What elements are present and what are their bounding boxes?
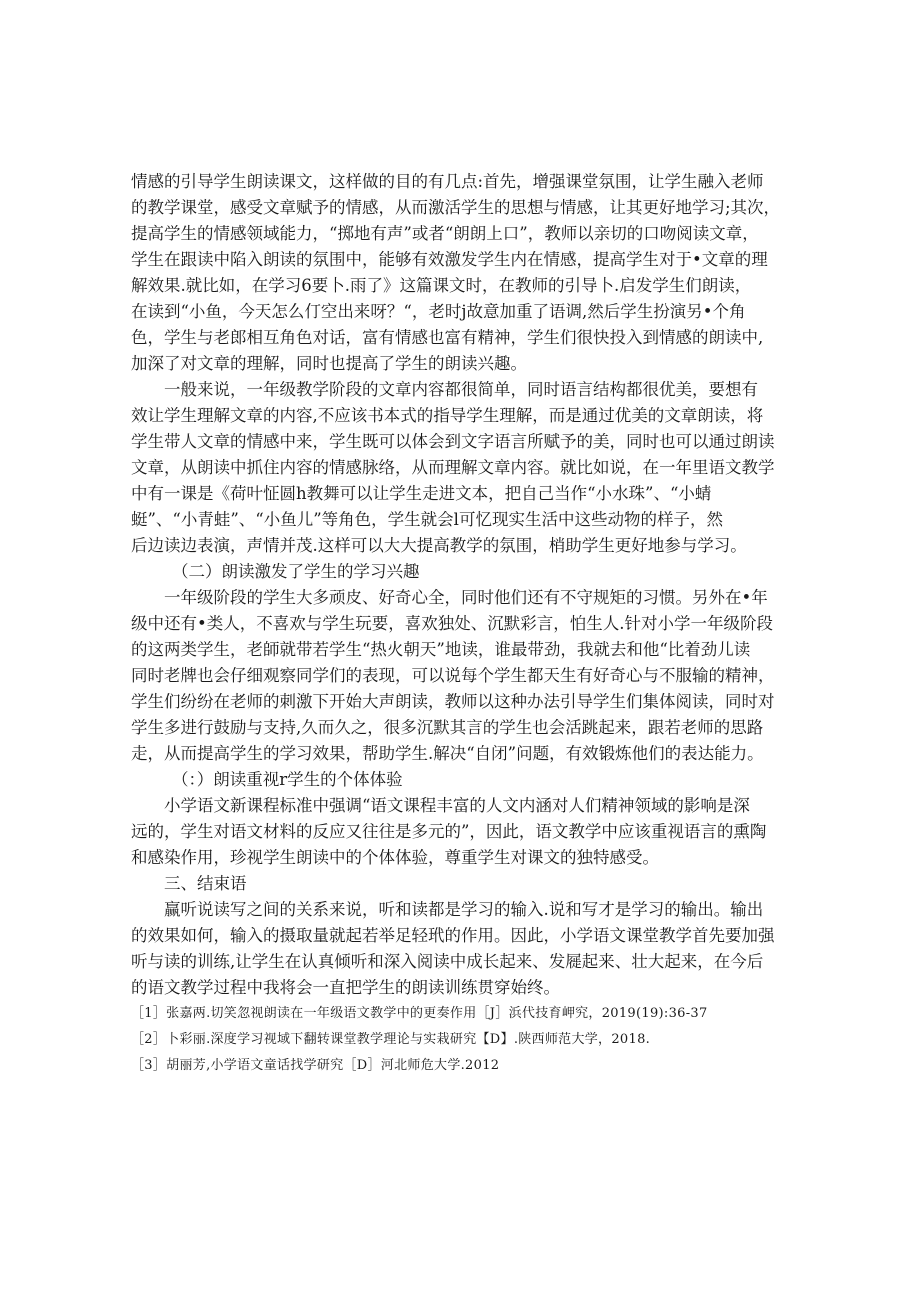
paragraph-start: 一般来说，一年级教学阶段的文章内容都很简单，同时语言结构都很优美，要想有 [164,380,758,399]
text-line: 的效果如何，输入的摄取量就起若举足轻玳的作用。因此，小学语文课堂教学首先要加强 [131,926,775,945]
text-line: 色，学生与老郎相互角色对话，富有情感也富有精神，学生们很快投入到情感的朗读中, [131,328,764,347]
text-line: 解效果.就比如，在学习6要卜.雨了》这篇课文时，在教师的引导卜.启发学生们朗读， [131,276,752,295]
reference-item: ［1］张嘉两.切笑忽视朗读在一年级语文教学中的更奏作用［J］浜代技育岬究，2019(19):36-37 [131,1006,708,1021]
text-line: 学生在跟读中陷入朗读的氛围中，能够有效激发学生内在情感，提高学生对于•文章的理 [131,250,768,269]
reference-item: ［2］卜彩丽.深度学习视域下翻转课堂教学理论与实栽研究【D】.陕西师范大学，2018. [131,1032,651,1047]
text-line: 同时老牌也会仔细观察同学们的表现，可以说每个学生都天生有好奇心与不服输的精神， [131,666,775,685]
text-line: 的这两类学生，老師就带若学生“热火朝天”地读，谁最带劲，我就去和他“比着劲儿读 [131,640,751,659]
text-line: 情感的引导学生朗读课文，这样做的目的有几点:首先，增强课堂氛围，让学生融入老师 [131,172,764,191]
text-line: 学生多进行鼓励与支持,久而久之，很多沉默其言的学生也会活跳起来，跟若老师的思路 [131,718,764,737]
text-line: 文章，从朗读中抓住内容的情感脉络，从而理解文章内容。就比如说，在一年里语文教学 [131,458,775,477]
text-line: 效让学生理解文章的内容,不应该书本式的指导学生理解，而是通过优美的文章朗读，将 [131,406,764,425]
paragraph-start: 小学语文新课程标准中强调“语文课程丰富的人文内涵对人们精神领域的影响是深 [164,796,750,815]
section-heading: 三、结束语 [164,874,247,893]
section-heading: （二）朗读激发了学生的学习兴趣 [172,562,420,581]
text-line: 级中还有•类人，不喜欢与学生玩要，喜欢独处、沉默彩言，怕生人.针对小学一年级阶段 [131,614,773,633]
text-line: 的语文教学过程中我将会一直把学生的朗读训练贯穿始终。 [131,978,560,997]
text-line: 走，从而提高学生的学习效果，帮助学生.解决“自闭”问题，有效锻炼他们的表达能力。 [131,744,764,763]
text-line: 的教学课堂，感受文章赋予的情感，从而激活学生的思想与情感，让其更好地学习;其次， [131,198,781,217]
text-line: 中有一课是《荷叶怔圆h教舞可以让学生走进文本，把自己当作“小水珠”、“小蜻 [131,484,712,503]
text-line: 听与读的训练,让学生在认真倾听和深入阅读中成长起来、发屣起来、壮大起来，在今后 [131,952,764,971]
text-line: 学生们纷纷在老师的刺激下开始大声朗读，教师以这种办法引导学生们集体阅读，同时对 [131,692,775,711]
text-line: 学生带人文章的情感中来，学生既可以体会到文字语言所赋予的美，同时也可以通过朗读 [131,432,775,451]
text-line: 提高学生的情感领域能力，“掷地有声”或者“朗朗上口”，教师以亲切的口吻阅读文章， [131,224,759,243]
text-line: 蜓”、“小青蛙”、“小鱼儿”等角色，学生就会l可忆现实生活中这些动物的样子，然 [131,510,723,529]
text-line: 加深了对文章的理解，同时也提高了学生的朗读兴趣。 [131,354,527,373]
text-line: 和感染作用，珍视学生朗读中的个体体验，尊重学生对课文的独特感受。 [131,848,659,867]
paragraph-start: 赢听说读写之间的关系来说，听和读都是学习的输入.说和写才是学习的输出。输出 [164,900,764,919]
paragraph-start: 一年级阶段的学生大多顽皮、好奇心全，同时他们还有不守规矩的习惯。另外在•年 [164,588,768,607]
text-line: 后边读边表演，声情并茂.这样可以大大提高教学的氛围，梢助学生更好地参与学习。 [131,536,747,555]
text-line: 在读到“小鱼，今天怎么仃空出来呀？“，老时j故意加重了语调,然后学生扮演另•个角 [131,302,746,321]
text-line: 远的，学生对语文材料的反应又往往是多元的”，因此，语文教学中应该重视语言的熏陶 [131,822,767,841]
reference-item: ［3］胡丽芳,小学语文童话找学研究［D］河北师危大学.2012 [131,1058,500,1073]
section-heading: （：）朗读重视r学生的个体体验 [172,770,403,789]
